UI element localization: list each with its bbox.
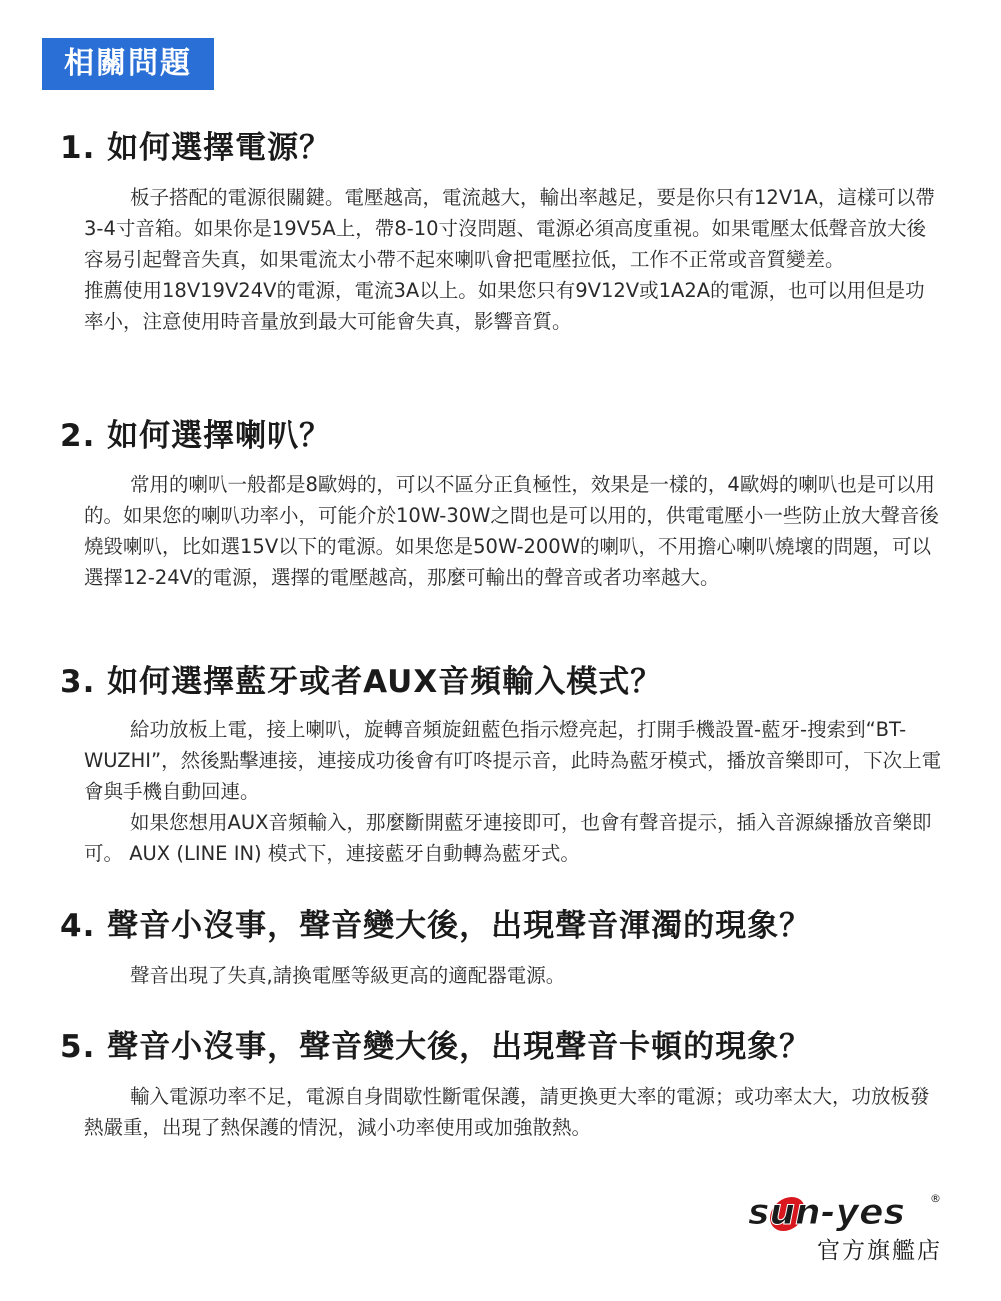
answer-paragraph: 給功放板上電，接上喇叭，旋轉音頻旋鈕藍色指示燈亮起，打開手機設置-藍牙-搜索到“BT-WUZHI”，然後點擊連接，連接成功後會有叮咚提示音，此時為藍牙模式，播放音樂即可，下次上電會與手機自動回連。	[84, 718, 942, 803]
answer-paragraph: 板子搭配的電源很關鍵。電壓越高，電流越大，輸出率越足，要是你只有12V1A，這樣可以帶3-4寸音箱。如果你是19V5A上，帶8-10寸沒問題、電源必須高度重視。如果電壓太低聲音放大後容易引起聲音失真，如果電流太小帶不起來喇叭會把電壓拉低，工作不正常或音質變差。	[84, 186, 935, 271]
answer-2	[84, 469, 942, 593]
answer-3	[84, 714, 942, 869]
sun-yes-logo	[742, 1188, 942, 1264]
answer-1	[84, 182, 942, 337]
registered-mark: ®	[930, 1192, 941, 1205]
answer-paragraph: 如果您想用AUX音頻輸入，那麼斷開藍牙連接即可，也會有聲音提示，插入音源線播放音樂即可。 AUX (LINE IN) 模式下，連接藍牙自動轉為藍牙式。	[84, 811, 932, 865]
answer-paragraph: 推薦使用18V19V24V的電源，電流3A以上。如果您只有9V12V或1A2A的電源，也可以用但是功率小，注意使用時音量放到最大可能會失真，影響音質。	[84, 279, 925, 333]
question-title-1: 1. 如何選擇電源？	[60, 130, 332, 166]
answer-paragraph: 輸入電源功率不足，電源自身間歇性斷電保護，請更換更大率的電源；或功率太大，功放板發熱嚴重，出現了熱保護的情況，減小功率使用或加強散熱。	[84, 1085, 930, 1139]
section-badge: 相關問題	[42, 38, 214, 90]
logo-brand-text: sun-yes	[748, 1192, 905, 1232]
logo-subtitle: 官方旗艦店	[817, 1238, 942, 1264]
question-title-5: 5. 聲音小沒事，聲音變大後，出現聲音卡頓的現象？	[60, 1029, 812, 1065]
logo-wordmark	[742, 1188, 942, 1232]
answer-4	[84, 960, 942, 991]
question-title-2: 2. 如何選擇喇叭？	[60, 418, 332, 454]
answer-paragraph: 常用的喇叭一般都是8歐姆的，可以不區分正負極性，效果是一樣的，4歐姆的喇叭也是可以用的。如果您的喇叭功率小，可能介於10W-30W之間也是可以用的，供電電壓小一些防止放大聲音後燒毀喇叭，比如選15V以下的電源。如果您是50W-200W的喇叭，不用擔心喇叭燒壞的問題，可以選擇12-24V的電源，選擇的電壓越高，那麼可輸出的聲音或者功率越大。	[84, 473, 939, 589]
question-title-3: 3. 如何選擇藍牙或者AUX音頻輸入模式？	[60, 664, 663, 700]
answer-5	[84, 1081, 942, 1143]
answer-paragraph: 聲音出現了失真,請換電壓等級更高的適配器電源。	[130, 964, 566, 987]
question-title-4: 4. 聲音小沒事，聲音變大後，出現聲音渾濁的現象？	[60, 908, 812, 944]
